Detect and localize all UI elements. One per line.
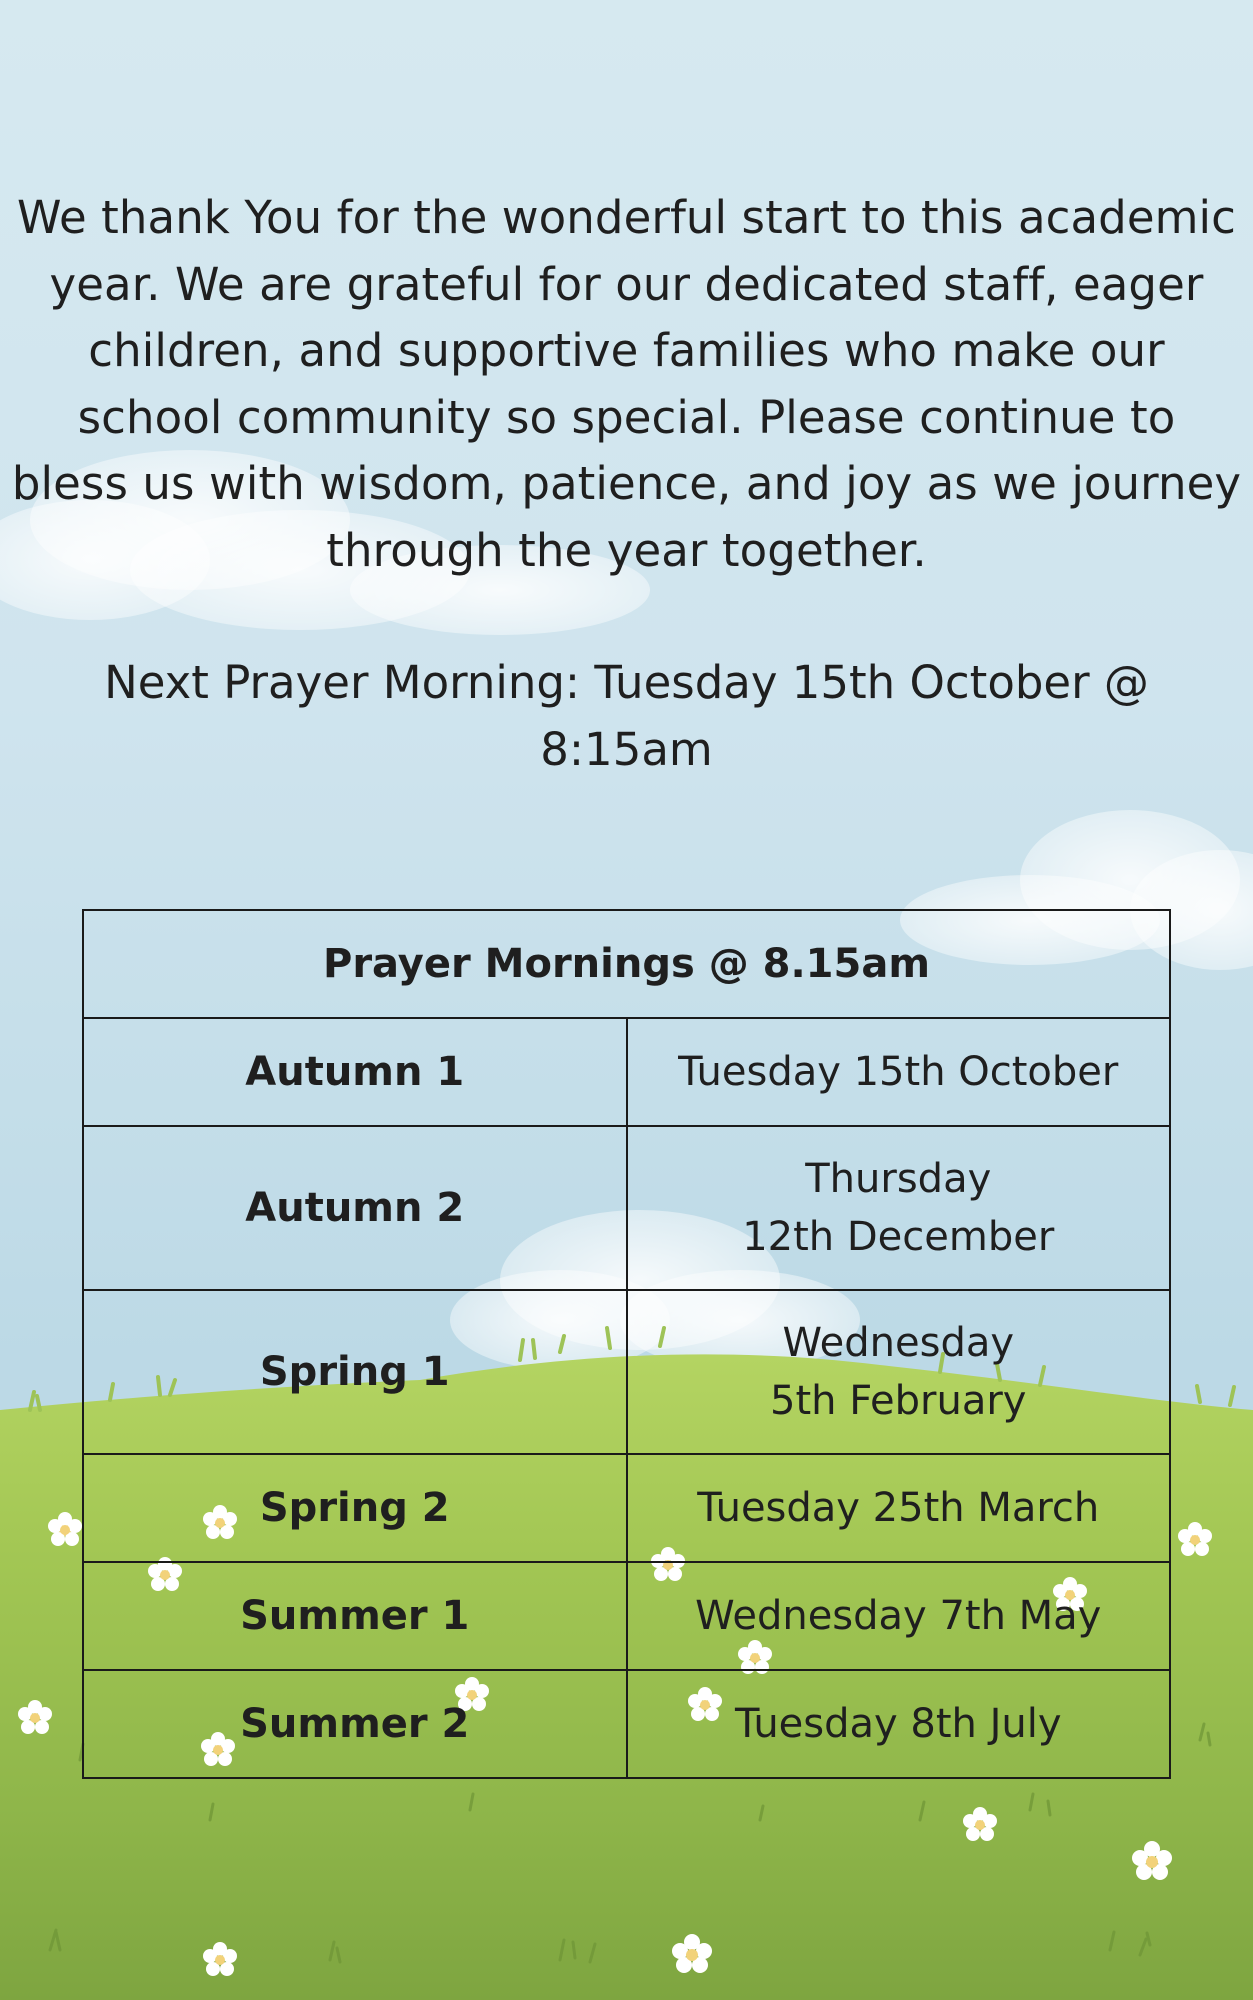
prayer-line: children, and supportive families who make our: [88, 324, 1165, 377]
date-line: 12th December: [742, 1214, 1055, 1260]
prayer-line: school community so special. Please continue to: [77, 390, 1176, 444]
date-cell: [627, 1562, 1171, 1670]
prayer-line: bless us with wisdom, patience, and joy as we journey: [11, 457, 1242, 510]
table-title: Prayer Mornings @ 8.15am: [83, 910, 1170, 1018]
date-line: Tuesday 15th October: [678, 1049, 1119, 1095]
table-header-row: [83, 910, 1170, 1018]
date-cell: [627, 1670, 1171, 1778]
next-prayer-line: Next Prayer Morning: Tuesday 15th October @: [104, 656, 1149, 709]
next-prayer-notice: [60, 650, 1193, 783]
table-row: [83, 1670, 1170, 1778]
date-line: 5th February: [770, 1378, 1027, 1424]
prayer-schedule-table: [82, 909, 1171, 1779]
term-cell: Spring 2: [83, 1454, 627, 1562]
table-row: [83, 1126, 1170, 1290]
date-line: Wednesday 7th May: [695, 1593, 1102, 1639]
date-line: Tuesday 25th March: [697, 1485, 1100, 1531]
term-cell: Spring 1: [83, 1290, 627, 1454]
term-cell: Autumn 2: [83, 1126, 627, 1290]
date-cell: [627, 1454, 1171, 1562]
term-cell: Summer 1: [83, 1562, 627, 1670]
term-cell: Autumn 1: [83, 1018, 627, 1126]
date-cell: [627, 1126, 1171, 1290]
table-row: [83, 1562, 1170, 1670]
date-line: Tuesday 8th July: [734, 1701, 1062, 1747]
term-cell: Summer 2: [83, 1670, 627, 1778]
prayer-text: [0, 185, 1253, 584]
prayer-line: We thank You for the wonderful start to this academic: [17, 191, 1236, 244]
prayer-line: year. We are grateful for our dedicated staff, eager: [49, 257, 1204, 311]
prayer-line: through the year together.: [326, 523, 927, 577]
next-prayer-time: 8:15am: [540, 722, 713, 776]
table-row: [83, 1290, 1170, 1454]
table-row: [83, 1018, 1170, 1126]
date-cell: [627, 1018, 1171, 1126]
date-cell: [627, 1290, 1171, 1454]
table-row: [83, 1454, 1170, 1562]
date-line: Wednesday: [782, 1320, 1015, 1366]
date-line: Thursday: [805, 1156, 992, 1202]
